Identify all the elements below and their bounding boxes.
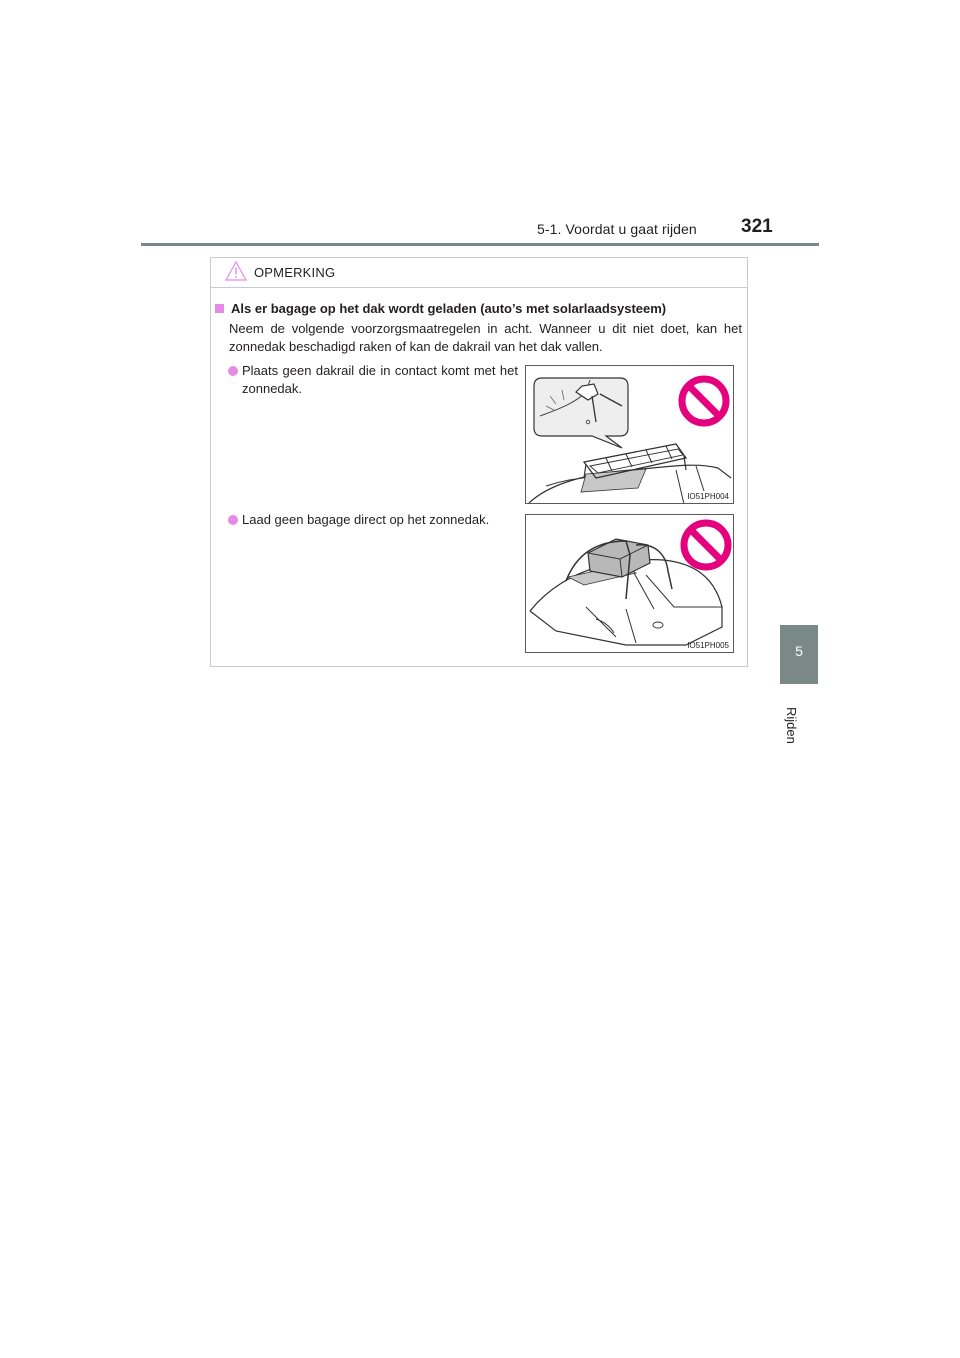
chapter-number: 5 — [795, 643, 803, 659]
figure-code: IO51PH004 — [687, 492, 729, 501]
chapter-label: Rijden — [784, 707, 799, 744]
warning-triangle-icon — [225, 261, 247, 286]
prohibited-sign-icon — [684, 523, 728, 567]
notice-title: OPMERKING — [254, 265, 336, 280]
list-item — [228, 511, 518, 529]
prohibited-sign-icon — [682, 379, 726, 423]
chapter-tab — [780, 625, 818, 684]
figure-code: IO51PH005 — [687, 641, 729, 650]
list-item — [228, 362, 518, 398]
section-heading — [215, 301, 666, 316]
notice-header — [211, 258, 747, 288]
figure-roof-rail — [525, 365, 734, 504]
list-item-text: Laad geen bagage direct op het zonnedak. — [242, 512, 490, 527]
header-rule — [141, 243, 819, 246]
list-item-text: Plaats geen dakrail die in contact komt met het zonnedak. — [242, 363, 518, 396]
square-bullet-icon — [215, 304, 224, 313]
notice-box — [210, 257, 748, 667]
round-bullet-icon — [228, 366, 238, 376]
page-number: 321 — [741, 216, 773, 237]
round-bullet-icon — [228, 515, 238, 525]
section-heading-text: Als er bagage op het dak wordt geladen (auto’s met solarlaadsysteem) — [231, 301, 667, 316]
figure-luggage-on-sunroof — [525, 514, 734, 653]
header-section-title: 5-1. Voordat u gaat rijden — [537, 221, 697, 237]
section-body: Neem de volgende voorzorgsmaatregelen in acht. Wanneer u dit niet doet, kan het zonnedak beschadigd raken of kan de dakrail van het dak vallen. — [229, 321, 742, 354]
